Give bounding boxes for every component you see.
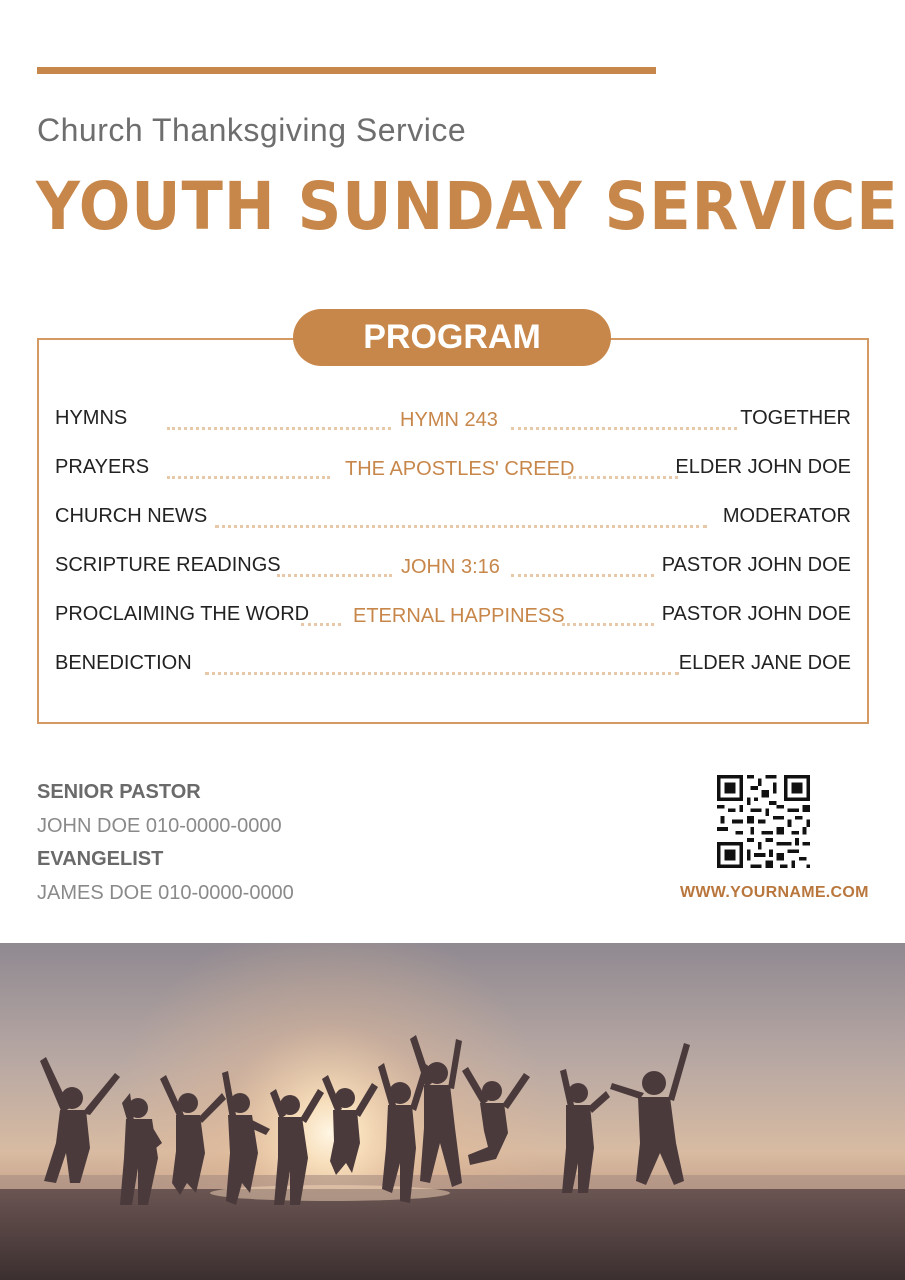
youth-jumping-photo xyxy=(0,943,905,1280)
subtitle: Church Thanksgiving Service xyxy=(37,112,467,148)
program-row-detail: HYMN 243 xyxy=(400,409,498,431)
senior-pastor-title: SENIOR PASTOR xyxy=(37,781,201,803)
dotted-leader xyxy=(568,476,678,479)
dotted-leader xyxy=(215,525,707,528)
dotted-leader xyxy=(277,574,392,577)
program-row-label: BENEDICTION xyxy=(55,652,192,674)
evangelist-contact: JAMES DOE 010-0000-0000 xyxy=(37,882,294,904)
program-row xyxy=(55,601,851,631)
senior-pastor-contact: JOHN DOE 010-0000-0000 xyxy=(37,815,282,837)
evangelist-title: EVANGELIST xyxy=(37,848,164,870)
program-row xyxy=(55,650,851,680)
top-accent-bar xyxy=(37,67,656,74)
dotted-leader xyxy=(511,427,737,430)
program-row-by: ELDER JANE DOE xyxy=(678,652,851,674)
program-row-label: PROCLAIMING THE WORD xyxy=(55,603,310,625)
program-row-detail: THE APOSTLES' CREED xyxy=(345,458,575,480)
program-row-label: HYMNS xyxy=(55,407,128,429)
qr-code-icon[interactable] xyxy=(717,775,810,868)
program-row-by: PASTOR JOHN DOE xyxy=(661,603,851,625)
program-row xyxy=(55,552,851,582)
program-row-by: TOGETHER xyxy=(740,407,851,429)
dotted-leader xyxy=(167,427,391,430)
dotted-leader xyxy=(167,476,330,479)
dotted-leader xyxy=(562,623,654,626)
program-row-label: PRAYERS xyxy=(55,456,150,478)
program-row-by: MODERATOR xyxy=(722,505,851,527)
dotted-leader xyxy=(511,574,654,577)
program-row-by: ELDER JOHN DOE xyxy=(675,456,851,478)
program-row-by: PASTOR JOHN DOE xyxy=(661,554,851,576)
program-heading: PROGRAM xyxy=(293,309,611,366)
website-link[interactable]: WWW.YOURNAME.COM xyxy=(680,884,869,901)
program-row-detail: ETERNAL HAPPINESS xyxy=(353,605,565,627)
dotted-leader xyxy=(205,672,679,675)
program-row xyxy=(55,405,851,435)
dotted-leader xyxy=(301,623,341,626)
program-row-detail: JOHN 3:16 xyxy=(401,556,500,578)
program-row xyxy=(55,454,851,484)
page-title: YOUTH SUNDAY SERVICE xyxy=(36,168,899,245)
program-row-label: CHURCH NEWS xyxy=(55,505,208,527)
program-row-label: SCRIPTURE READINGS xyxy=(55,554,281,576)
program-row xyxy=(55,503,851,533)
